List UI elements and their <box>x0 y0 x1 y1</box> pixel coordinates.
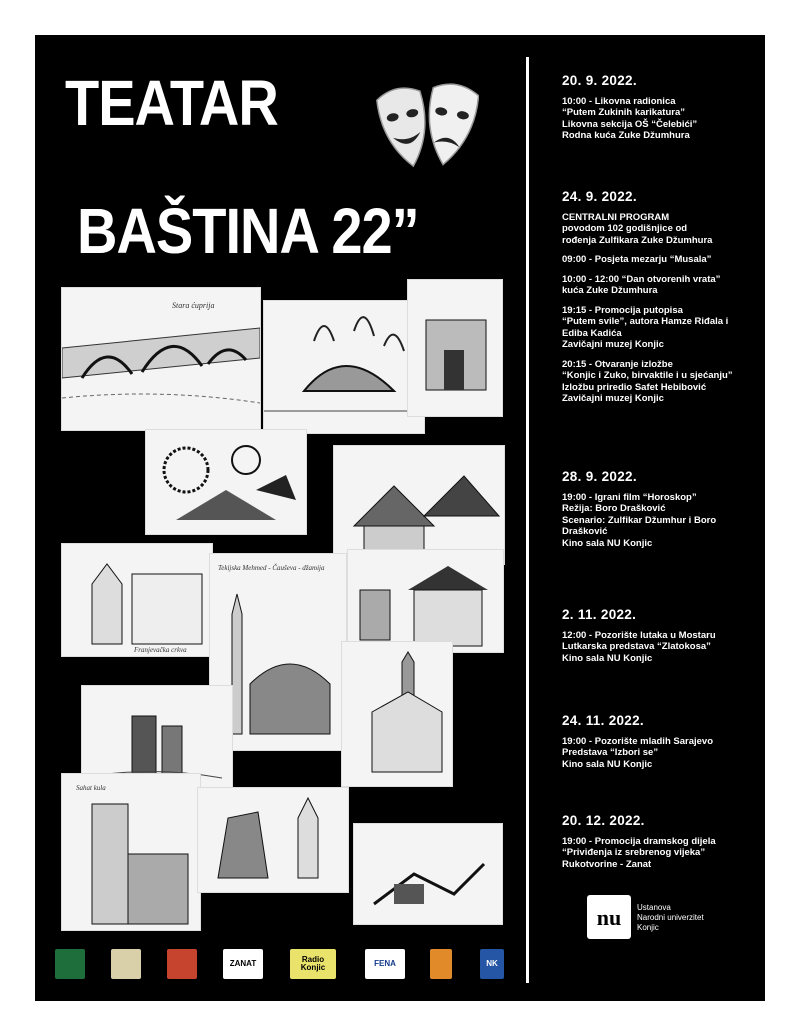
event-2-11 <box>562 609 762 672</box>
museum-emblem-icon <box>167 949 197 979</box>
event-line: Kino sala NU Konjic <box>562 758 653 770</box>
event-line: 19:00 - Pozorište mladih Sarajevo <box>562 735 714 747</box>
event-line: 10:00 - 12:00 “Dan otvorenih vrata” <box>562 273 721 285</box>
event-item <box>562 274 762 297</box>
event-item <box>562 305 762 351</box>
nk-logo: NK <box>480 949 504 979</box>
sponsor-logos <box>55 949 515 983</box>
event-line: “Priviđenja iz srebrenog vijeka” <box>562 847 706 858</box>
poster <box>35 35 765 1001</box>
institution-name: Ustanova Narodni univerzitet Konjic <box>637 903 704 932</box>
event-line: CENTRALNI PROGRAM <box>562 211 670 223</box>
event-line: povodom 102 godišnjice od <box>562 223 688 234</box>
event-line: Zavičajni muzej Konjic <box>562 339 664 350</box>
sketch-ruin <box>407 279 503 417</box>
event-20-12 <box>562 815 762 878</box>
title-line-2: BAŠTINA 22” <box>77 194 419 267</box>
event-item <box>562 836 762 871</box>
event-line: Zavičajni muzej Konjic <box>562 393 664 404</box>
sketch-bridge-caption: Stara ćuprija <box>172 301 215 310</box>
title-line-1: TEATAR <box>65 66 278 139</box>
sketch-ornament <box>145 429 307 535</box>
event-line: Ediba Kadića <box>562 327 622 339</box>
event-line: kuća Zuke Džumhura <box>562 285 658 296</box>
event-20-9 <box>562 75 762 150</box>
event-line: Rodna kuća Zuke Džumhura <box>562 130 690 141</box>
event-date: 24. 9. 2022. <box>562 189 637 204</box>
event-line: 19:00 - Igrani film “Horoskop” <box>562 491 697 503</box>
institution-block <box>587 895 727 945</box>
museum-logo-icon <box>111 949 141 979</box>
event-line: Izložbu priredio Safet Hebibović <box>562 381 707 393</box>
event-date: 20. 12. 2022. <box>562 813 645 828</box>
event-item <box>562 630 762 665</box>
sketch-tower-caption: Sahat kula <box>76 784 106 792</box>
event-item <box>562 736 762 771</box>
event-line: “Putem svile”, autora Hamze Riđala i <box>562 316 729 327</box>
event-line: Rukotvorine - Zanat <box>562 858 652 870</box>
event-line: 10:00 - Likovna radionica <box>562 95 676 107</box>
event-line: 20:15 - Otvaranje izložbe <box>562 358 673 370</box>
event-line: Drašković <box>562 526 608 537</box>
event-line: Predstava “Izbori se” <box>562 747 659 758</box>
svg-text:nu: nu <box>596 905 622 930</box>
sketch-ruins <box>197 787 349 893</box>
event-date: 20. 9. 2022. <box>562 73 637 88</box>
divider-line <box>526 57 529 983</box>
event-date: 24. 11. 2022. <box>562 713 644 728</box>
event-line: “Putem Zukinih karikatura” <box>562 107 686 118</box>
event-item <box>562 359 762 405</box>
sketch-church <box>61 543 213 657</box>
nu-logo-icon <box>587 895 631 939</box>
sketch-church-caption: Franjevačka crkva <box>134 646 187 654</box>
event-line: Kino sala NU Konjic <box>562 537 653 549</box>
event-28-9 <box>562 471 762 557</box>
sketch-house <box>347 549 504 653</box>
event-item <box>562 96 762 142</box>
event-item <box>562 254 762 266</box>
event-item <box>562 492 762 550</box>
event-line: 12:00 - Pozorište lutaka u Mostaru <box>562 629 716 641</box>
sketch-chapel <box>341 641 453 787</box>
fena-logo: FENA <box>365 949 405 979</box>
event-date: 28. 9. 2022. <box>562 469 637 484</box>
event-line: 19:15 - Promocija putopisa <box>562 304 683 316</box>
event-line: 19:00 - Promocija dramskog dijela <box>562 835 716 847</box>
municipality-crest-icon <box>55 949 85 979</box>
event-line: Lutkarska predstava “Zlatokosa” <box>562 641 711 652</box>
sketch-mosque-caption: Tekijska Mehmed - Čauševa - džamija <box>218 564 325 572</box>
sketch-village <box>333 445 505 565</box>
event-item <box>562 212 762 247</box>
event-line: Scenario: Zulfikar Džumhur i Boro <box>562 514 717 526</box>
event-line: 09:00 - Posjeta mezarju “Musala” <box>562 254 712 265</box>
theatre-masks-icon <box>375 77 479 177</box>
event-line: rođenja Zulfikara Zuke Džumhura <box>562 234 713 246</box>
event-line: Likovna sekcija OŠ “Čelebići” <box>562 118 698 130</box>
event-line: Režija: Boro Drašković <box>562 503 666 514</box>
zanat-logo: ZANAT <box>223 949 263 979</box>
sketch-tower <box>61 773 201 931</box>
sketch-tomb <box>263 300 425 434</box>
event-24-9 <box>562 191 762 413</box>
radio-konjic-logo: Radio Konjic <box>290 949 336 979</box>
event-line: Kino sala NU Konjic <box>562 652 653 664</box>
sketch-bridge <box>61 287 261 431</box>
sketch-stones <box>353 823 503 925</box>
library-logo-icon <box>430 949 452 979</box>
event-line: “Konjic i Zuko, birvaktile i u sjećanju” <box>562 370 733 381</box>
event-24-11 <box>562 715 762 778</box>
event-date: 2. 11. 2022. <box>562 607 637 622</box>
